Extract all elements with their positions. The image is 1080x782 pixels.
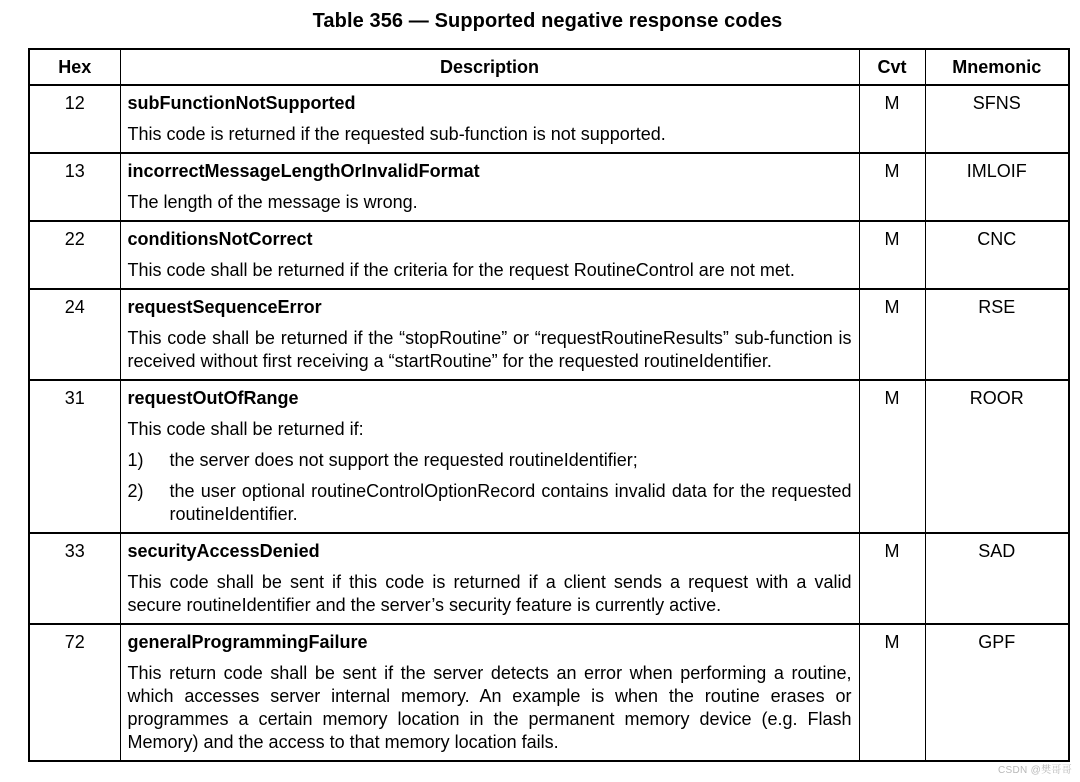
negative-response-codes-table (28, 48, 1070, 762)
code-name: subFunctionNotSupported (127, 93, 356, 113)
code-name: incorrectMessageLengthOrInvalidFormat (127, 161, 480, 181)
table-row (29, 533, 1069, 624)
list-item (128, 449, 852, 472)
code-description: This code shall be returned if the “stopRoutine” or “requestRoutineResults” sub-function is received without first receiving a “startRoutine” for the requested routineIdentifier. (127, 328, 852, 371)
header-cvt: Cvt (859, 49, 925, 85)
code-name: conditionsNotCorrect (127, 229, 313, 249)
description-cell (120, 624, 859, 761)
list-item (128, 480, 852, 526)
list-item-number: 1) (127, 450, 144, 470)
cvt-cell: M (859, 85, 925, 153)
code-description: This code is returned if the requested sub-function is not supported. (127, 124, 666, 144)
mnemonic-cell: SFNS (925, 85, 1069, 153)
hex-cell: 24 (29, 289, 120, 380)
header-hex: Hex (29, 49, 120, 85)
code-description: This code shall be returned if: (127, 419, 364, 439)
watermark: CSDN @樊哥哥 (998, 765, 1072, 776)
cvt-cell: M (859, 289, 925, 380)
cvt-cell: M (859, 533, 925, 624)
description-cell (120, 153, 859, 221)
hex-cell: 13 (29, 153, 120, 221)
description-cell (120, 85, 859, 153)
hex-cell: 33 (29, 533, 120, 624)
table-row (29, 153, 1069, 221)
code-name: requestSequenceError (127, 297, 322, 317)
header-description: Description (120, 49, 859, 85)
hex-cell: 72 (64, 632, 85, 652)
table-row (29, 380, 1069, 533)
table-row (29, 85, 1069, 153)
list-item-text: the server does not support the requested routineIdentifier; (169, 450, 638, 470)
table-row (29, 624, 1069, 761)
description-cell (120, 533, 859, 624)
list-item-number: 2) (127, 481, 144, 501)
description-cell (120, 221, 859, 289)
cvt-cell: M (859, 624, 925, 761)
code-description: This code shall be sent if this code is returned if a client sends a request with a valid secure routineIdentifier and the server’s security feature is currently active. (127, 572, 852, 615)
mnemonic-cell: GPF (925, 624, 1069, 761)
mnemonic-cell: ROOR (925, 380, 1069, 533)
mnemonic-cell: CNC (925, 221, 1069, 289)
table-caption: Table 356 — Supported negative response codes (312, 10, 783, 32)
code-description: This return code shall be sent if the server detects an error when performing a routine, which accesses server internal memory. An example is when the routine erases or programmes a certain memory location in the permanent memory device (e.g. Flash Memory) and the access to that memory location fails. (127, 663, 852, 752)
hex-cell: 12 (29, 85, 120, 153)
code-name: requestOutOfRange (127, 388, 299, 408)
hex-cell: 31 (29, 380, 120, 533)
mnemonic-cell: IMLOIF (925, 153, 1069, 221)
table-row (29, 289, 1069, 380)
code-description: The length of the message is wrong. (127, 192, 418, 212)
mnemonic-cell: SAD (925, 533, 1069, 624)
description-cell (120, 289, 859, 380)
cvt-cell: M (859, 380, 925, 533)
cvt-cell: M (859, 221, 925, 289)
code-name: securityAccessDenied (127, 541, 320, 561)
code-name: generalProgrammingFailure (127, 632, 368, 652)
header-row (29, 49, 1069, 85)
hex-cell: 22 (29, 221, 120, 289)
cvt-cell: M (859, 153, 925, 221)
mnemonic-cell: RSE (925, 289, 1069, 380)
code-description: This code shall be returned if the criteria for the request RoutineControl are not met. (127, 260, 795, 280)
description-cell (120, 380, 859, 533)
header-mnemonic: Mnemonic (925, 49, 1069, 85)
table-row (29, 221, 1069, 289)
list-item-text: the user optional routineControlOptionRecord contains invalid data for the requested routineIdentifier. (169, 481, 852, 524)
